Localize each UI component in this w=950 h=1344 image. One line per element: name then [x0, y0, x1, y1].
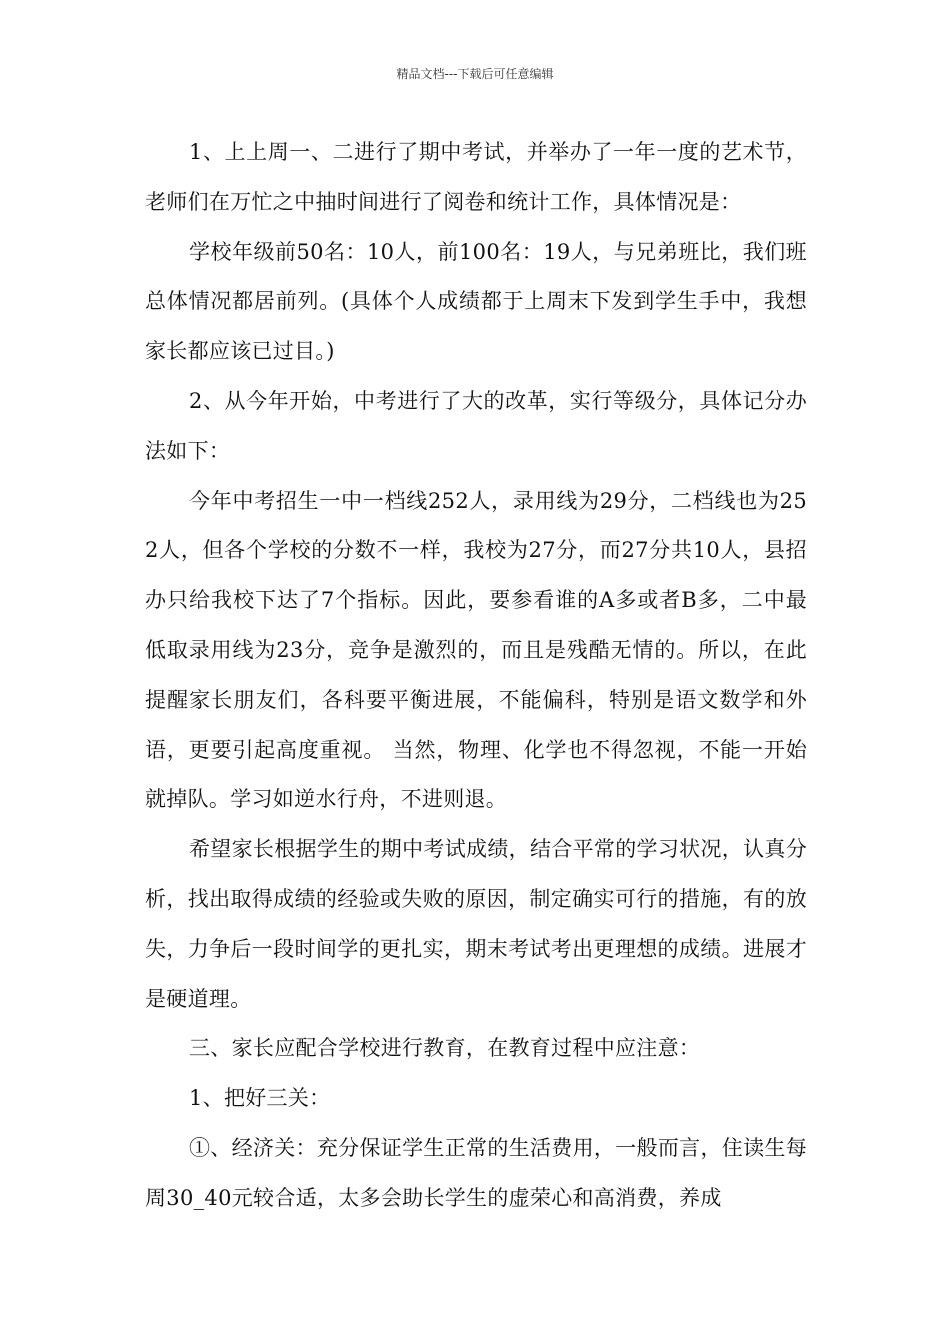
paragraph-exam-reform: 2、从今年开始，中考进行了大的改革，实行等级分，具体记分办法如下： — [145, 388, 807, 463]
paragraph-section-three: 三、家长应配合学校进行教育，在教育过程中应注意： — [189, 1036, 701, 1061]
document-body — [145, 128, 807, 1224]
paragraph-parent-hopes: 希望家长根据学生的期中考试成绩，结合平常的学习状况，认真分析，找出取得成绩的经验或失败的原因，制定确实可行的措施，有的放失，力争后一段时间学的更扎实，期末考试考出更理想的成绩。进展才是硬道理。 — [145, 837, 807, 1011]
paragraph-grade-ranking: 学校年级前50名：10人，前100名：19人，与兄弟班比，我们班总体情况都居前列。(具体个人成绩都于上周末下发到学生手中，我想家长都应该已过目。) — [145, 239, 807, 364]
paragraph-three-checks: 1、把好三关： — [189, 1086, 331, 1111]
paragraph-exam-summary: 1、上上周一、二进行了期中考试，并举办了一年一度的艺术节，老师们在万忙之中抽时间进行了阅卷和统计工作，具体情况是： — [145, 140, 807, 214]
page-header: 精品文档---下载后可任意编辑 — [396, 67, 554, 81]
paragraph-admission-lines: 今年中考招生一中一档线252人，录用线为29分，二档线也为252人，但各个学校的分数不一样，我校为27分，而27分共10人，县招办只给我校下达了7个指标。因此，要参看谁的A多或者B多，二中最低取录用线为23分，竞争是激烈的，而且是残酷无情的。所以，在此提醒家长朋友们，各科要平衡进展，不能偏科，特别是语文数学和外语，更要引起高度重视。 当然，物理、化学也不得忽视，不能一开始就掉队。学习如逆水行舟，不进则退。 — [145, 488, 807, 812]
paragraph-economy-check: ①、经济关：充分保证学生正常的生活费用，一般而言，住读生每周30_40元较合适，太多会助长学生的虚荣心和高消费，养成 — [145, 1135, 807, 1210]
